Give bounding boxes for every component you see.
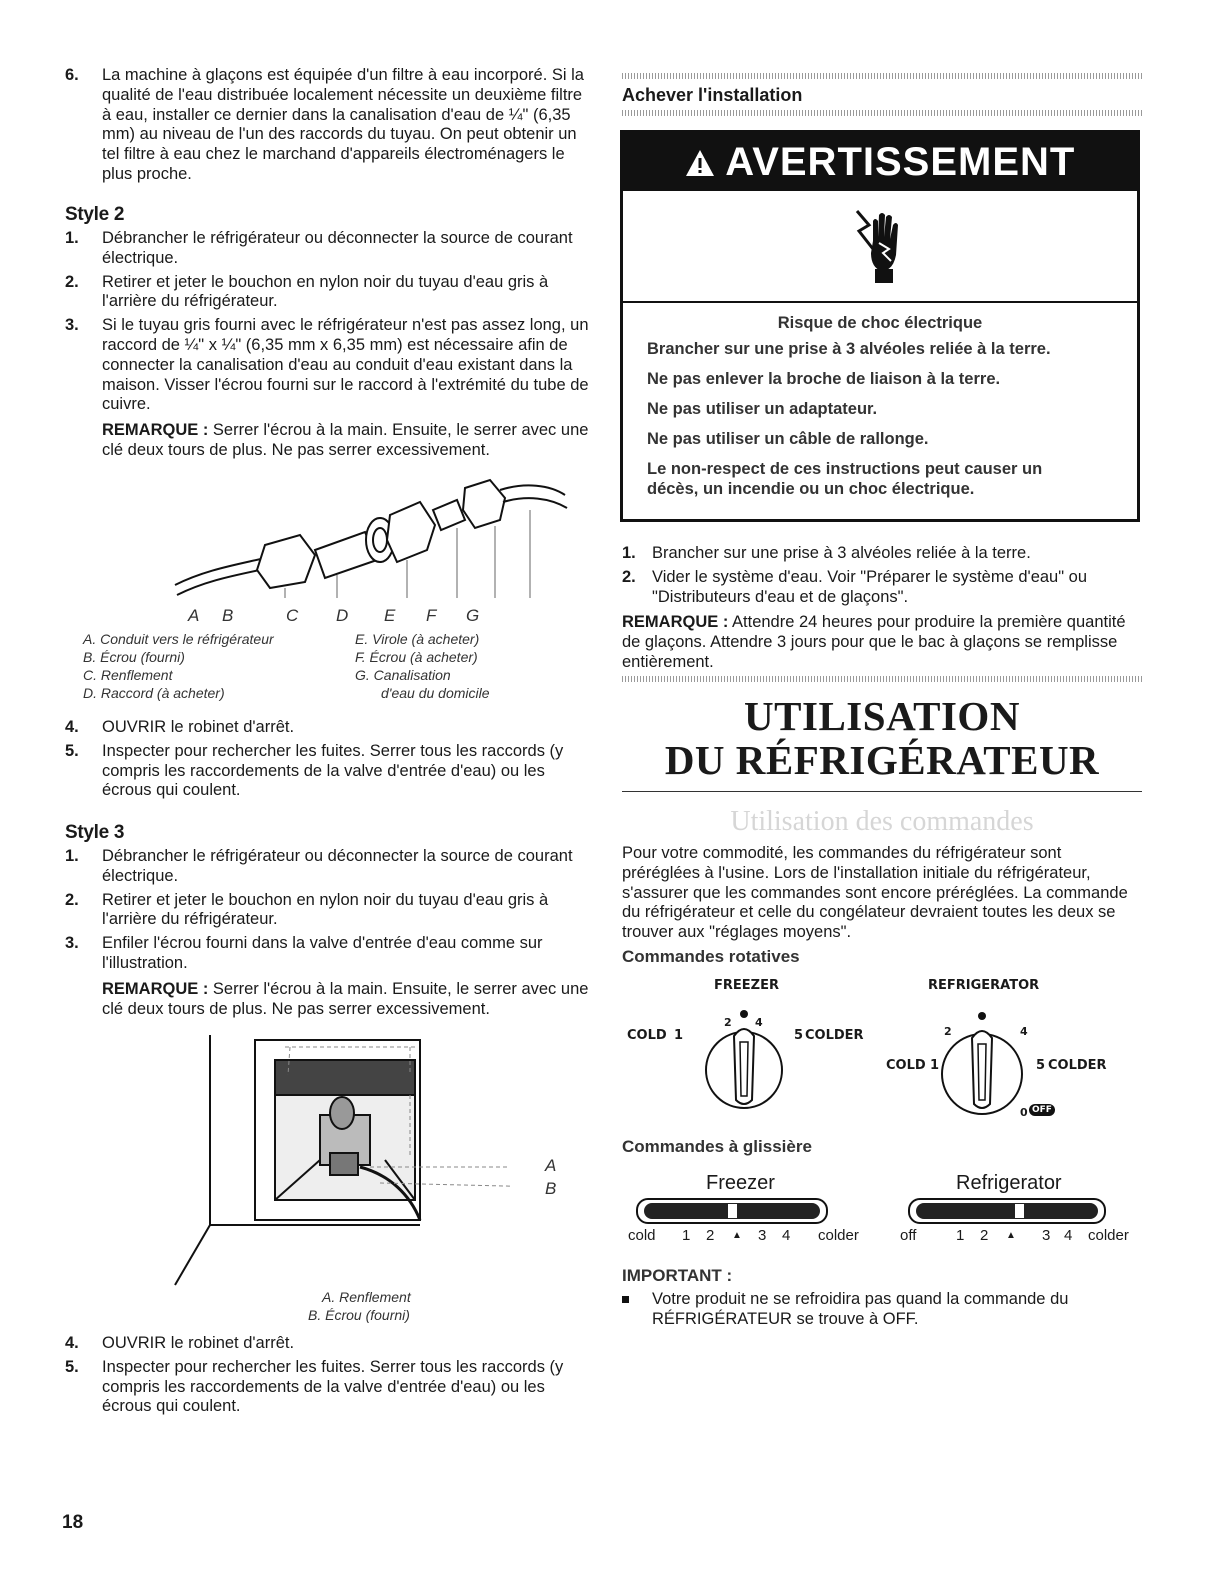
refrigerator-dial[interactable]: COLD 1 2 4 5 COLDER 0 OFF <box>884 1008 1142 1132</box>
refrigerator-dial-label: REFRIGERATOR <box>928 978 1040 993</box>
warning-risk: Risque de choc électrique <box>777 314 983 332</box>
controls-intro: Pour votre commodité, les commandes du réfrigérateur sont préréglées à l'usine. Lors de l'installation initiale du réfrigérateur, s'assurer que les commandes sont encore préréglées. La commande du réfrigérateur et celle du congélateur devraient toutes les deux se trouver aux "réglages moyens". <box>622 844 1128 942</box>
stipple-rule <box>622 110 1142 116</box>
freezer-slider-label: Freezer <box>706 1172 775 1194</box>
style3-note: REMARQUE : Serrer l'écrou à la main. Ensuite, le serrer avec une clé deux tours de plus. Ne pas serrer excessivement. <box>102 979 589 1018</box>
style2-step-4: 4. OUVRIR le robinet d'arrêt. <box>65 718 295 736</box>
fitting-legend-left: A. Conduit vers le réfrigérateur B. Écrou (fourni) C. Renflement D. Raccord (à acheter) <box>83 631 274 701</box>
style2-after-steps <box>65 718 590 801</box>
finish-step-1: 1. Brancher sur une prise à 3 alvéoles reliée à la terre. <box>622 544 1031 562</box>
finish-note: REMARQUE : Attendre 24 heures pour produire la première quantité de glaçons. Attendre 3 jours pour que le bac à glaçons se remplisse entièrement. <box>622 613 1126 671</box>
warning-line: Brancher sur une prise à 3 alvéoles reliée à la terre. <box>647 340 1051 358</box>
finish-step-2: 2. Vider le système d'eau. Voir "Préparer le système d'eau" ou "Distributeurs d'eau et de glaçons". <box>622 567 1088 606</box>
completion-steps <box>622 544 1142 673</box>
style3-step-3: 3. Enfiler l'écrou fourni dans la valve d'entrée d'eau comme sur l'illustration. <box>65 934 543 972</box>
style2-step-3: 3. Si le tuyau gris fourni avec le réfrigérateur n'est pas assez long, un raccord de ¼" x ¼" (6,35 mm x 6,35 mm) est nécessaire afin de connecter la canalisation d'eau au conduit d'eau existant dans la maison. Visser l'écrou fourni sur le raccord à l'extrémité du tube de cuivre. <box>65 316 589 414</box>
style3-step-2: 2. Retirer et jeter le bouchon en nylon noir du tuyau d'eau gris à l'arrière du réfrigérateur. <box>65 890 549 929</box>
stipple-rule <box>622 676 1142 682</box>
style2-note: REMARQUE : Serrer l'écrou à la main. Ensuite, le serrer avec une clé deux tours de plus. Ne pas serrer excessivement. <box>102 421 589 459</box>
step-text: La machine à glaçons est équipée d'un filtre à eau incorporé. Si la qualité de l'eau distribuée localement nécessite un deuxième filtre à eau, installer ce dernier dans la canalisation d'eau de ¼" (6,35 mm) au niveau de l'un des raccords du tuyau. On peut obtenir un tel filtre à eau chez le marchand d'appareils électroménagers le plus proche. <box>102 66 584 183</box>
off-badge: OFF <box>1029 1104 1055 1116</box>
refrigerator-slider-handle[interactable] <box>1015 1204 1024 1218</box>
style3-title: Style 3 <box>65 822 125 843</box>
style3-step-5: 5. Inspecter pour rechercher les fuites. Serrer tous les raccords (y compris les raccordements de la valve d'entrée d'eau) ou les écrous qui coulent. <box>65 1357 564 1416</box>
freezer-slider-handle[interactable] <box>728 1204 737 1218</box>
refrigerator-knob-icon <box>932 1008 1032 1132</box>
shock-hazard-area <box>623 191 1137 303</box>
warning-triangle-icon <box>685 140 726 184</box>
style3-step-1: 1. Débrancher le réfrigérateur ou déconnecter la source de courant électrique. <box>65 847 573 885</box>
valve-letter-b: B <box>545 1179 557 1198</box>
warning-line: Le non-respect de ces instructions peut causer un décès, un incendie ou un choc électrique. <box>647 460 1043 498</box>
freezer-knob-icon <box>694 1008 794 1128</box>
chapter-title: UTILISATION DU RÉFRIGÉRATEUR <box>664 693 1100 783</box>
slide-title: Commandes à glissière <box>622 1137 812 1156</box>
step-6: 6. La machine à glaçons est équipée d'un filtre à eau incorporé. Si la qualité de l'eau distribuée localement nécessite un deuxième filtre à eau, installer ce dernier dans la canalisation d'eau de ¼" (6,35 mm) au niveau de l'un des raccords du tuyau. On peut obtenir un tel filtre à eau chez le marchand d'appareils électroménagers le plus proche. <box>65 66 584 183</box>
warning-box <box>620 130 1140 522</box>
style2-step-2: 2. Retirer et jeter le bouchon en nylon noir du tuyau d'eau gris à l'arrière du réfrigérateur. <box>65 272 549 311</box>
freezer-slider[interactable] <box>636 1198 828 1224</box>
valve-legend: A. Renflement B. Écrou (fourni) <box>308 1289 411 1323</box>
freezer-dial-label: FREEZER <box>714 978 779 993</box>
title-rule <box>622 791 1142 792</box>
subsection-title: Utilisation des commandes <box>730 806 1034 837</box>
rotary-title: Commandes rotatives <box>622 947 800 966</box>
refrigerator-slider-label: Refrigerator <box>956 1172 1062 1194</box>
electric-shock-icon <box>851 201 911 293</box>
fitting-legend-right: E. Virole (à acheter) F. Écrou (à acheter) G. Canalisation d'eau du domicile <box>355 631 490 701</box>
page-number: 18 <box>62 1512 84 1533</box>
style3-after-steps <box>65 1334 590 1417</box>
freezer-dial[interactable]: COLD 1 2 4 5 COLDER <box>622 1008 892 1128</box>
warning-line: Ne pas utiliser un adaptateur. <box>647 400 878 418</box>
style2-step-5: 5. Inspecter pour rechercher les fuites. Serrer tous les raccords (y compris les raccordements de la valve d'entrée d'eau) ou les écrous qui coulent. <box>65 741 564 800</box>
warning-line: Ne pas enlever la broche de liaison à la terre. <box>647 370 1001 388</box>
style2-title: Style 2 <box>65 204 125 225</box>
style2-step-1: 1. Débrancher le réfrigérateur ou déconnecter la source de courant électrique. <box>65 229 573 267</box>
style3-step-4: 4. OUVRIR le robinet d'arrêt. <box>65 1334 295 1352</box>
fitting-illustration <box>165 470 585 600</box>
style2-section <box>65 204 590 461</box>
warning-header: AVERTISSEMENT <box>623 133 1137 191</box>
valve-illustration <box>170 1035 510 1295</box>
valve-letter-a: A <box>545 1156 557 1175</box>
warning-line: Ne pas utiliser un câble de rallonge. <box>647 430 929 448</box>
stipple-rule <box>622 73 1142 79</box>
style3-section <box>65 822 590 1019</box>
bullet-square-icon <box>622 1296 629 1303</box>
important-label: IMPORTANT : <box>622 1266 733 1285</box>
important-item: Votre produit ne se refroidira pas quand la commande du RÉFRIGÉRATEUR se trouve à OFF. <box>622 1290 1142 1330</box>
refrigerator-slider[interactable] <box>908 1198 1106 1224</box>
section-title: Achever l'installation <box>622 85 803 105</box>
